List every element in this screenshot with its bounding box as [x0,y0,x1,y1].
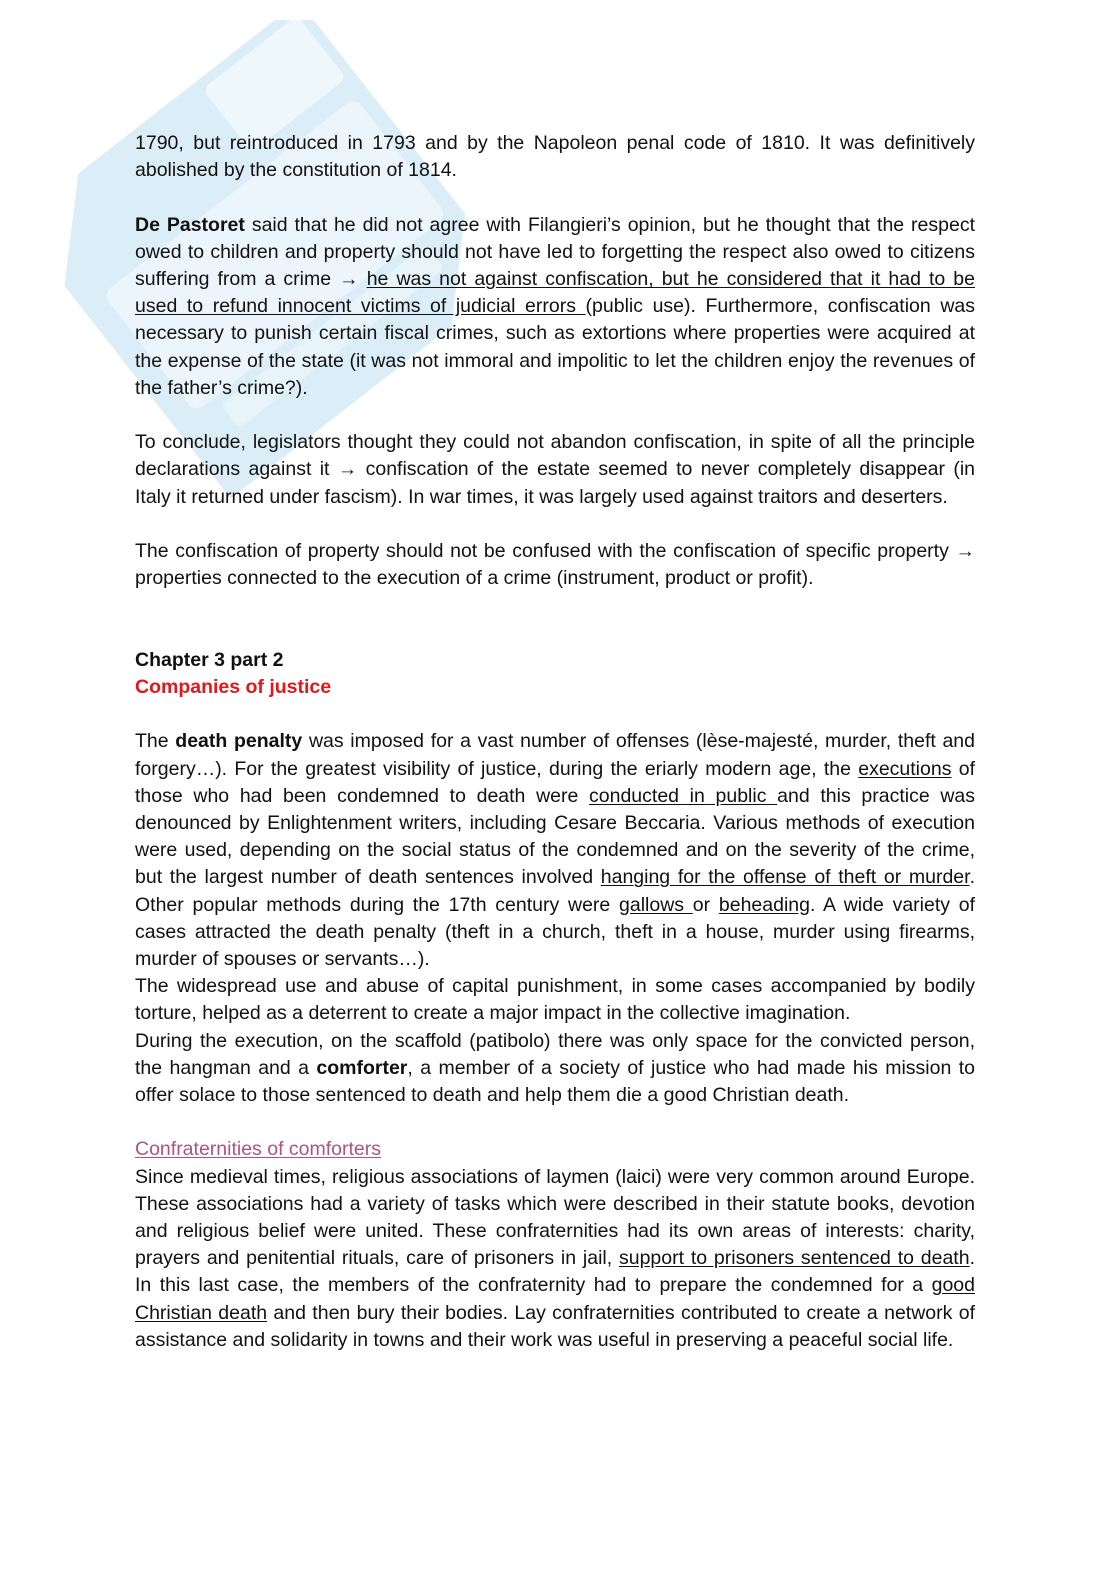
document-page [135,130,975,1354]
p5-underline-hanging: hanging for the offense of theft or murder [600,866,970,889]
p7-text-2: , a member of a society of justice who had made his mission to offer solace to those sentenced to death and help them die a good Christian death. [135,1056,975,1107]
p2-bold-de-pastoret: De Pastoret [135,213,245,236]
paragraph-1 [135,130,975,184]
p8-text-3: and then bury their bodies. Lay confraternities contributed to create a network of assistance and solidarity in towns and their work was useful in preserving a peaceful social life. [135,1301,975,1351]
paragraph-execution-comforter [135,1028,975,1110]
p2-text-1: said that he did not agree with Filangieri’s opinion, but he thought that the respect owed to children and property should not have led to forgetting the respect also owed to citizens suffering from a crime → [135,213,976,290]
p5-underline-public: conducted in public [589,784,778,807]
p7-text-1: During the execution, on the scaffold (patibolo) there was only space for the convicted person, the hangman and a [135,1029,975,1079]
p3-text: To conclude, legislators thought they could not abandon confiscation, in spite of all the principle declarations against it → confiscation of the estate seemed to never completely disappear (in Italy it returned under fascism). In war times, it was largely used against traitors and deserters. [135,431,975,508]
p5-text-4: and this practice was denounced by Enlightenment writers, including Cesare Beccaria. Various methods of execution were used, depending on the social status of the condemned and on the severity of the crime, but the largest number of death sentences involved [135,784,976,889]
p4-text: The confiscation of property should not be confused with the confiscation of specific property → properties connected to the execution of a crime (instrument, product or profit). [135,540,975,590]
paragraph-de-pastoret [135,212,975,402]
p8-text-2: . In this last case, the members of the confraternity had to prepare the condemned for a [135,1247,975,1297]
p2-underline-1: he was not against confiscation, but he considered that it had to be used to refund innocent victims of judicial errors [135,268,975,318]
subheading-confraternities: Confraternities of comforters [135,1138,382,1161]
p5-text-5: . Other popular methods during the 17th century were [135,866,975,916]
paragraph-conclusion [135,429,975,511]
section-title: Companies of justice [135,676,332,698]
p5-underline-executions: executions [858,757,952,780]
p8-text-1: Since medieval times, religious associations of laymen (laici) were very common around Europe. These associations had a variety of tasks which were described in their statute books, devotion and religious belief were united. These confraternities had its own areas of interests: charity, prayers and penitential rituals, care of prisoners in jail, [135,1165,975,1270]
p5-underline-gallows: gallows [619,893,693,916]
p5-bold-death-penalty: death penalty [175,730,303,753]
p5-text-1: The [135,730,176,753]
p6-text: The widespread use and abuse of capital punishment, in some cases accompanied by bodily torture, helped as a deterrent to create a major impact in the collective imagination. [135,975,975,1025]
p2-text-2: (public use). Furthermore, confiscation was necessary to punish certain fiscal crimes, such as extortions where properties were acquired at the expense of the state (it was not immoral and impolitic to let the children enjoy the revenues of the father’s crime?). [135,295,975,399]
p8-underline-support: support to prisoners sentenced to death [618,1247,970,1270]
chapter-title: Chapter 3 part 2 [135,648,284,671]
p5-underline-beheading: beheading [718,893,810,916]
p5-text-7: . A wide variety of cases attracted the death penalty (theft in a church, theft in a house, murder using firearms, murder of spouses or servants…). [135,893,975,971]
p5-text-6: or [692,893,719,916]
paragraph-specific-confiscation [135,538,975,592]
paragraph-confraternities [135,1164,975,1354]
paragraph-death-penalty [135,728,975,973]
p8-underline-good-death: good Christian death [135,1274,975,1324]
p7-bold-comforter: comforter [316,1056,408,1079]
paragraph-capital-punishment [135,973,975,1027]
p5-text-3: of those who had been condemned to death were [135,757,975,807]
p5-text-2: was imposed for a vast number of offenses (lèse-majesté, murder, theft and forgery…). For the greatest visibility of justice, during the eriarly modern age, the [135,730,975,780]
p1-text: 1790, but reintroduced in 1793 and by the Napoleon penal code of 1810. It was definitively abolished by the constitution of 1814. [135,132,975,182]
